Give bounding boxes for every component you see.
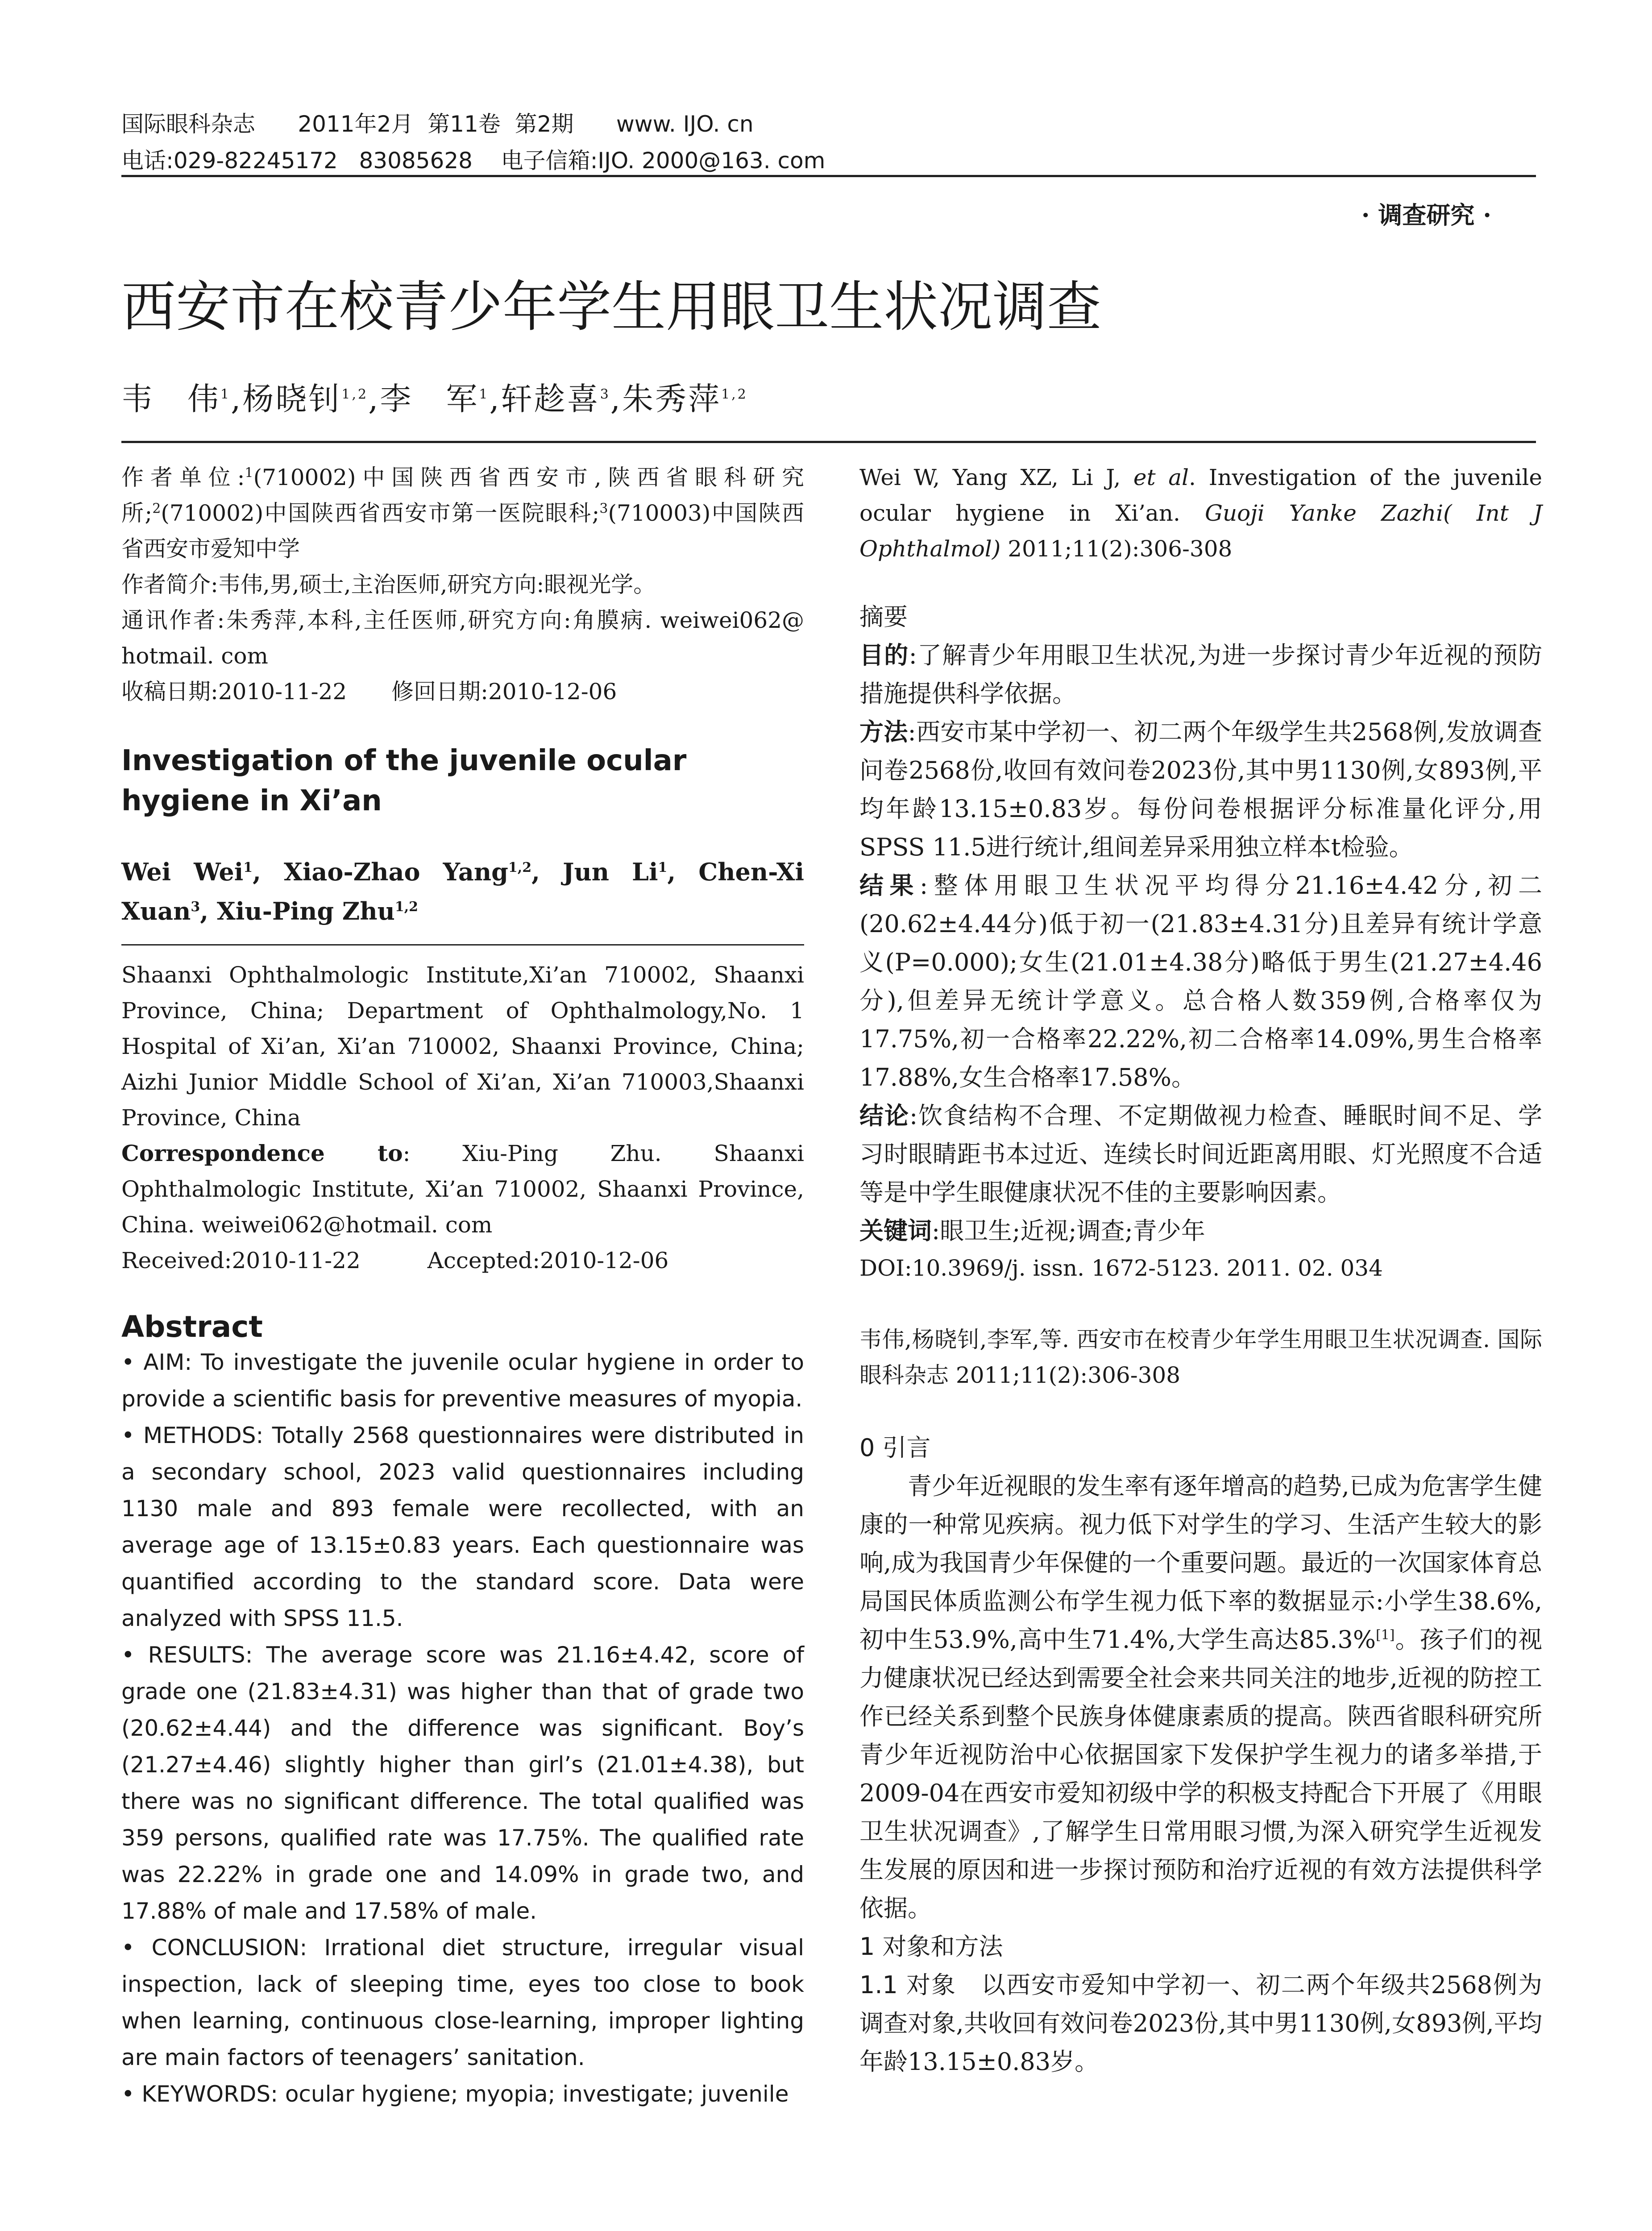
intro-paragraph: 青少年近视眼的发生率有逐年增高的趋势,已成为危害学生健康的一种常见疾病。视力低下对学生的学习、生活产生较大的影响,成为我国青少年保健的一个重要问题。最近的一次国家体育总局国民体质监测公布学生视力低下率的数据显示:小学生38.6%,初中生53.9%,高中生71.4%,大学生高达85.3%[1]。孩子们的视力健康状况已经达到需要全社会来共同关注的地步,近视的防控工作已经关系到整个民族身体健康素质的提高。陕西省眼科研究所青少年近视防治中心依据国家下发保护学生视力的诸多举措,于2009-04在西安市爱知初级中学的积极支持配合下开展了《用眼卫生状况调查》,了解学生日常用眼习惯,为深入研究学生近视发生发展的原因和进一步探讨预防和治疗近视的有效方法提供科学依据。 bbox=[859, 1472, 1542, 1922]
affiliation-rule bbox=[121, 944, 804, 945]
received-accepted: Received:2010-11-22 Accepted:2010-12-06 bbox=[121, 1248, 669, 1273]
issue-date: 2011年2月 bbox=[298, 111, 414, 137]
abstract-cn-purpose: 目的:了解青少年用眼卫生状况,为进一步探讨青少年近视的预防措施提供科学依据。 bbox=[859, 641, 1543, 708]
article-title: 西安市在校青少年学生用眼卫生状况调查 bbox=[121, 275, 1101, 339]
author-list-cn: 韦 伟$^1$,杨晓钊$^{1,2}$,李 军$^1$,轩趁喜$^3$,朱秀萍$^{1,2}$ bbox=[121, 381, 748, 417]
abstract-aim: • AIM: To investigate the juvenile ocular hygiene in order to provide a scientific basis for preventive measures of myopia. bbox=[121, 1349, 804, 1412]
correspondence-en: Correspondence to: Xiu-Ping Zhu. Shaanxi Ophthalmologic Institute, Xi’an 710002, Shaanxi Province, China. weiwei062@hotmail. com bbox=[121, 1140, 804, 1238]
abstract-results: • RESULTS: The average score was 21.16±4.42, score of grade one (21.83±4.31) was higher than that of grade two (20.62±4.44) and the difference was significant. Boy’s (21.27±4.46) slightly higher than girl’s (21.01±4.38), but there was no significant difference. The total qualified was 359 persons, qualified rate was 17.75%. The qualified rate was 22.22% in grade one and 14.09% in grade two, and 17.88% of male and 17.58% of male. bbox=[121, 1642, 804, 1924]
journal-phone: 电话:029-82245172 83085628 bbox=[121, 148, 473, 174]
english-title: Investigation of the juvenile ocular hygiene in Xi’an bbox=[121, 744, 687, 817]
journal-website[interactable]: www. IJO. cn bbox=[616, 111, 754, 137]
doi[interactable]: DOI:10.3969/j. issn. 1672-5123. 2011. 02. 034 bbox=[859, 1255, 1383, 1281]
left-column bbox=[121, 460, 804, 2112]
abstract-cn-conclusion: 结论:饮食结构不合理、不定期做视力检查、睡眠时间不足、学习时眼睛距书本过近、连续长时间近距离用眼、灯光照度不合适等是中学生眼健康状况不佳的主要影响因素。 bbox=[859, 1102, 1543, 1207]
volume: 第11卷 bbox=[428, 111, 501, 137]
received-dates-cn: 收稿日期:2010-11-22 修回日期:2010-12-06 bbox=[121, 679, 617, 705]
intro-heading: 0 引言 bbox=[859, 1434, 931, 1462]
abstract-methods: • METHODS: Totally 2568 questionnaires were distributed in a secondary school, 2023 valid questionnaires including 1130 male and 893 female were recollected, with an average age of 13.15±0.83 years. Each questionnaire was quantified according to the standard score. Data were analyzed with SPSS 11.5. bbox=[121, 1422, 804, 1631]
abstract-heading: Abstract bbox=[121, 1310, 263, 1344]
citation-en: Wei W, Yang XZ, Li J, et al. Investigation of the juvenile ocular hygiene in Xi’an. Guoji Yanke Zazhi( Int J Ophthalmol) 2011;11(2):306-308 bbox=[859, 464, 1543, 562]
header-rule bbox=[121, 175, 1536, 177]
abstract-cn-keywords: 关键词:眼卫生;近视;调查;青少年 bbox=[859, 1217, 1205, 1245]
affiliations-en: Shaanxi Ophthalmologic Institute,Xi’an 710002, Shaanxi Province, China; Department of Ophthalmology,No. 1 Hospital of Xi’an, Xi’an 710002, Shaanxi Province, China; Aizhi Junior Middle School of Xi’an, Xi’an 710003,Shaanxi Province, China bbox=[121, 962, 804, 1131]
issue: 第2期 bbox=[515, 111, 574, 137]
affiliations-cn: 作者单位:$^1$(710002)中国陕西省西安市,陕西省眼科研究所;$^2$(710002)中国陕西省西安市第一医院眼科;$^3$(710003)中国陕西省西安市爱知中学 bbox=[121, 464, 804, 562]
abstract-keywords: • KEYWORDS: ocular hygiene; myopia; investigate; juvenile bbox=[121, 2081, 789, 2107]
subjects-paragraph: 1.1 对象 以西安市爱知中学初一、初二两个年级共2568例为调查对象,共收回有效问卷2023份,其中男1130例,女893例,平均年龄13.15±0.83岁。 bbox=[859, 1971, 1542, 2076]
journal-header-line-1 bbox=[121, 106, 754, 138]
methods-heading: 1 对象和方法 bbox=[859, 1932, 1003, 1961]
abstract-conclusion: • CONCLUSION: Irrational diet structure, irregular visual inspection, lack of sleeping time, eyes too close to book when learning, continuous close-learning, improper lighting are main factors of teenagers’ sanitation. bbox=[121, 1935, 804, 2070]
authors-rule bbox=[121, 441, 1536, 443]
author-list-en: Wei Wei$^1$, Xiao-Zhao Yang$^{1,2}$, Jun Li$^1$, Chen-Xi Xuan$^3$, Xiu-Ping Zhu$^{1,2}$ bbox=[121, 858, 805, 925]
author-bio: 作者简介:韦伟,男,硕士,主治医师,研究方向:眼视光学。 bbox=[121, 572, 656, 597]
article-category: · 调查研究 · bbox=[1361, 201, 1491, 229]
journal-name: 国际眼科杂志 bbox=[121, 111, 255, 137]
right-column bbox=[859, 460, 1542, 2081]
corresponding-author-cn: 通讯作者:朱秀萍,本科,主任医师,研究方向:角膜病. weiwei062@ hotmail. com bbox=[121, 607, 804, 669]
journal-header-line-2 bbox=[121, 143, 825, 175]
journal-email[interactable]: 电子信箱:IJO. 2000@163. com bbox=[501, 148, 826, 174]
citation-cn: 韦伟,杨晓钊,李军,等. 西安市在校青少年学生用眼卫生状况调查. 国际眼科杂志 2011;11(2):306-308 bbox=[859, 1327, 1542, 1388]
reference-link[interactable]: [1] bbox=[1376, 1627, 1395, 1643]
abstract-cn-methods: 方法:西安市某中学初一、初二两个年级学生共2568例,发放调查问卷2568份,收回有效问卷2023份,其中男1130例,女893例,平均年龄13.15±0.83岁。每份问卷根据评分标准量化评分,用SPSS 11.5进行统计,组间差异采用独立样本t检验。 bbox=[859, 718, 1542, 861]
abstract-cn-results: 结果:整体用眼卫生状况平均得分21.16±4.42分,初二(20.62±4.44分)低于初一(21.83±4.31分)且差异有统计学意义(P=0.000);女生(21.01±4.38分)略低于男生(21.27±4.46分),但差异无统计学意义。总合格人数359例,合格率仅为17.75%,初一合格率22.22%,初二合格率14.09%,男生合格率17.88%,女生合格率17.58%。 bbox=[859, 871, 1542, 1091]
abstract-cn-heading: 摘要 bbox=[859, 603, 908, 631]
